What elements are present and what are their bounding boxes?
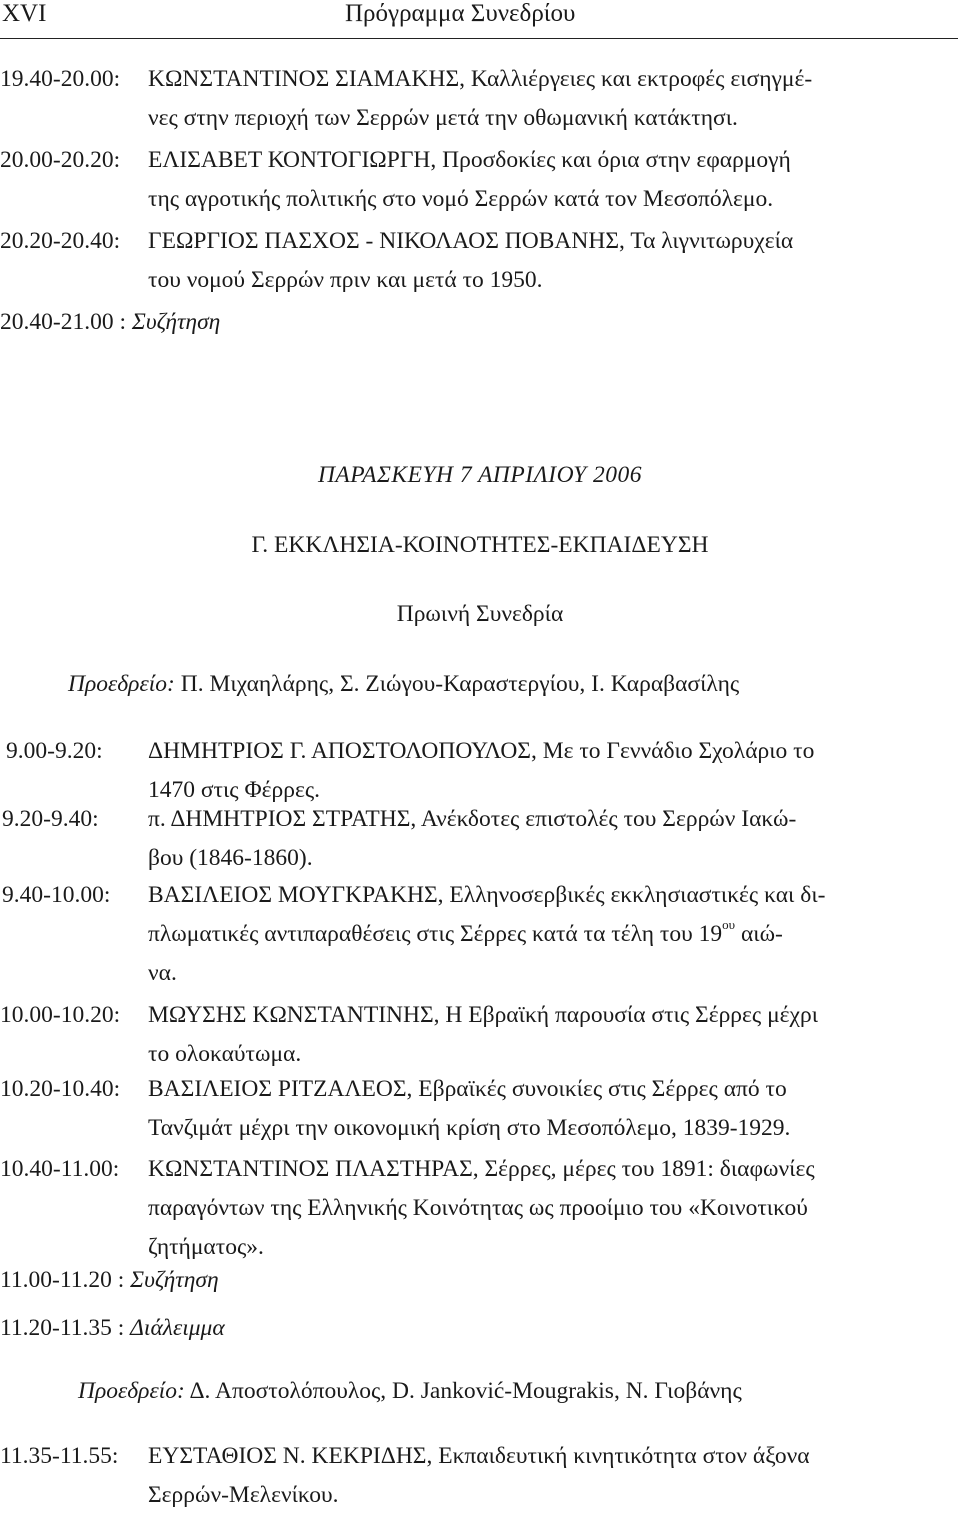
entry-text (148, 800, 796, 878)
talk-title: Εκπαιδευτική κινητικότητα στον άξονα (438, 1443, 810, 1469)
page-number: XVI (2, 0, 47, 27)
entry-time: 10.40-11.00: (0, 1156, 120, 1182)
break-label: Διάλειμμα (130, 1315, 225, 1341)
speaker-name: ΔΗΜΗΤΡΙΟΣ Γ. ΑΠΟΣΤΟΛΟΠΟΥΛΟΣ, (148, 738, 537, 764)
talk-title-cont: ζητήματος». (148, 1234, 264, 1260)
speaker-name: ΓΕΩΡΓΙΟΣ ΠΑΣΧΟΣ - ΝΙΚΟΛΑΟΣ ΠΟΒΑΝΗΣ, (148, 228, 625, 254)
talk-title-cont: του νομού Σερρών πριν και μετά το 1950. (148, 267, 543, 293)
running-title: Πρόγραμμα Συνεδρίου (345, 0, 576, 27)
entry-time: 10.00-10.20: (0, 1002, 121, 1028)
ordinal-superscript: ου (722, 917, 736, 932)
entry-text (148, 732, 814, 810)
entry-time: 9.00-9.20: (6, 738, 103, 764)
talk-title-cont: Τανζιμάτ μέχρι την οικονομική κρίση στο Μεσοπόλεμο, 1839-1929. (148, 1115, 791, 1141)
discussion-label: Συζήτηση (131, 309, 221, 335)
speaker-name: ΚΩΝΣΤΑΝΤΙΝΟΣ ΣΙΑΜΑΚΗΣ, (148, 66, 466, 92)
speaker-name: ΜΩΥΣΗΣ ΚΩΝΣΤΑΝΤΙΝΗΣ, (148, 1002, 440, 1028)
speaker-name: π. ΔΗΜΗΤΡΙΟΣ ΣΤΡΑΤΗΣ, (148, 806, 417, 832)
talk-title-cont: βου (1846-1860). (148, 845, 313, 871)
talk-title-cont: νες στην περιοχή των Σερρών μετά την οθωμανική κατάκτησι. (148, 105, 738, 131)
presidium-names: Π. Μιχαηλάρης, Σ. Ζιώγου-Καραστεργίου, Ι. Καραβασίλης (180, 671, 740, 697)
entry-time: 9.40-10.00: (2, 882, 111, 908)
talk-title: Ελληνοσερβικές εκκλησιαστικές και δι- (449, 882, 826, 908)
entry-time: 11.00-11.20 : Συζήτηση (0, 1267, 219, 1293)
talk-title: Η Εβραϊκή παρουσία στις Σέρρες μέχρι (445, 1002, 819, 1028)
entry-text (148, 1150, 815, 1267)
speaker-name: ΒΑΣΙΛΕΙΟΣ ΜΟΥΓΚΡΑΚΗΣ, (148, 882, 444, 908)
presidium-names: Δ. Αποστολόπουλος, D. Janković-Mougrakis, Ν. Γιοβάνης (189, 1378, 742, 1404)
entry-text (148, 996, 818, 1074)
header-rule (0, 38, 958, 39)
talk-title: Καλλιέργειες και εκτροφές εισηγμέ- (470, 66, 813, 92)
entry-time: 19.40-20.00: (0, 66, 121, 92)
talk-title: Σέρρες, μέρες του 1891: διαφωνίες (484, 1156, 815, 1182)
speaker-name: ΕΛΙΣΑΒΕΤ ΚΟΝΤΟΓΙΩΡΓΗ, (148, 147, 437, 173)
entry-text (148, 222, 793, 300)
talk-title-cont: παραγόντων της Ελληνικής Κοινότητας ως προοίμιο του «Κοινοτικού (148, 1195, 808, 1221)
talk-title: Τα λιγνιτωρυχεία (630, 228, 794, 254)
talk-title-cont: Σερρών-Μελενίκου. (148, 1482, 339, 1508)
entry-text (148, 876, 825, 993)
talk-title-cont: της αγροτικής πολιτικής στο νομό Σερρών κατά τον Μεσοπόλεμο. (148, 186, 774, 212)
day-heading: ΠΑΡΑΣΚΕΥΗ 7 ΑΠΡΙΛΙΟΥ 2006 (317, 462, 643, 488)
talk-title: Προσδοκίες και όρια στην εφαρμογή (442, 147, 791, 173)
talk-title-cont: να. (148, 960, 177, 986)
talk-title-cont: το ολοκαύτωμα. (148, 1041, 302, 1067)
page-header (0, 0, 960, 40)
entry-time: 10.20-10.40: (0, 1076, 121, 1102)
session-heading: Πρωινή Συνεδρία (396, 601, 564, 627)
entry-time: 11.20-11.35 : Διάλειμμα (0, 1315, 225, 1341)
entry-time: 11.35-11.55: (0, 1443, 119, 1469)
presidium-label: Προεδρείο: (68, 671, 175, 697)
entry-text (148, 141, 791, 219)
talk-title-cont: πλωματικές αντιπαραθέσεις στις Σέρρες κατά τα τέλη του $19^{o\upsilon}$ αιώ- (148, 917, 783, 947)
talk-title: Ανέκδοτες επιστολές του Σερρών Ιακώ- (420, 806, 797, 832)
entry-text (148, 60, 812, 138)
entry-time: 20.00-20.20: (0, 147, 121, 173)
entry-time: 20.20-20.40: (0, 228, 121, 254)
presidium (78, 1378, 742, 1405)
talk-title: Με το Γεννάδιο Σχολάριο το (542, 738, 815, 764)
section-heading: Γ. ΕΚΚΛΗΣΙΑ-ΚΟΙΝΟΤΗΤΕΣ-ΕΚΠΑΙΔΕΥΣΗ (251, 532, 709, 558)
entry-time: 9.20-9.40: (2, 806, 99, 832)
entry-text (148, 1437, 810, 1515)
talk-title-cont: 1470 στις Φέρρες. (148, 777, 321, 803)
presidium (68, 671, 739, 698)
presidium-label: Προεδρείο: (78, 1378, 185, 1404)
entry-time: 20.40-21.00 : Συζήτηση (0, 309, 221, 335)
entry-text (148, 1070, 790, 1148)
speaker-name: ΒΑΣΙΛΕΙΟΣ ΡΙΤΖΑΛΕΟΣ, (148, 1076, 413, 1102)
speaker-name: ΚΩΝΣΤΑΝΤΙΝΟΣ ΠΛΑΣΤΗΡΑΣ, (148, 1156, 479, 1182)
speaker-name: ΕΥΣΤΑΘΙΟΣ Ν. ΚΕΚΡΙΔΗΣ, (148, 1443, 433, 1469)
talk-title: Εβραϊκές συνοικίες στις Σέρρες από το (418, 1076, 787, 1102)
discussion-label: Συζήτηση (130, 1267, 219, 1293)
